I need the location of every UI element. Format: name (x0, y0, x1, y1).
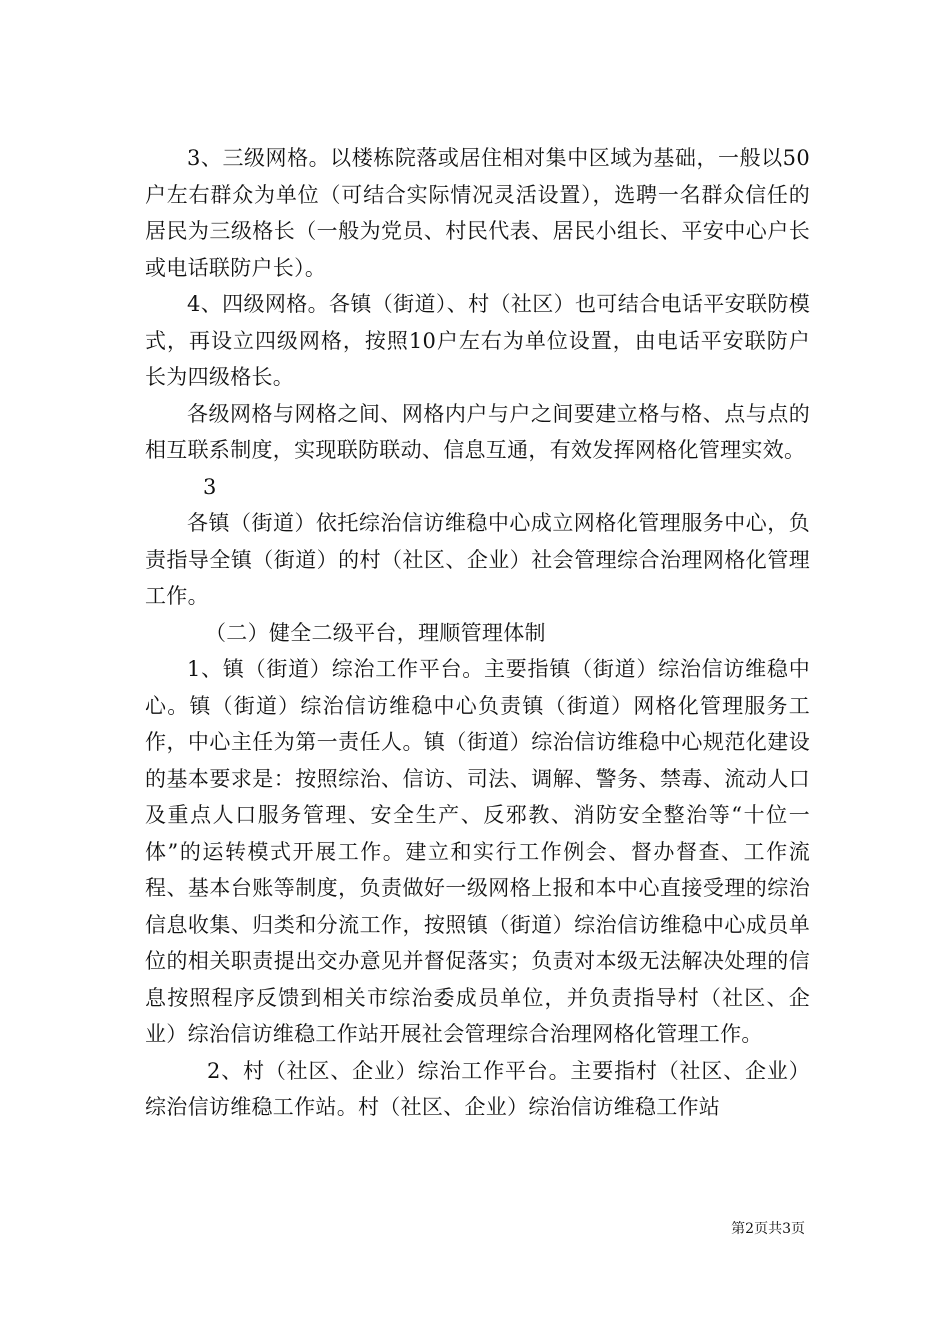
section-heading: （二）健全二级平台，理顺管理体制 (205, 620, 546, 645)
document-body (145, 140, 810, 1126)
paragraph-town-platform: 1、镇（街道）综治工作平台。主要指镇（街道）综治信访维稳中心。镇（街道）综治信访维稳中心负责镇（街道）网格化管理服务工作，中心主任为第一责任人。镇（街道）综治信访维稳中心规范化建设的基本要求是：按照综治、信访、司法、调解、警务、禁毒、流动人口及重点人口服务管理、安全生产、反邪教、消防安全整治等“十位一体”的运转模式开展工作。建立和实行工作例会、督办督查、工作流程、基本台账等制度，负责做好一级网格上报和本中心直接受理的综治信息收集、归类和分流工作，按照镇（街道）综治信访维稳中心成员单位的相关职责提出交办意见并督促落实；负责对本级无法解决处理的信息按照程序反馈到相关市综治委成员单位，并负责指导村（社区、企业）综治信访维稳工作站开展社会管理综合治理网格化管理工作。 (145, 657, 810, 1046)
paragraph-number: 3 (203, 474, 217, 499)
page-footer: 第2页共3页 (731, 1221, 805, 1237)
paragraph-grid-linkage: 各级网格与网格之间、网格内户与户之间要建立格与格、点与点的相互联系制度，实现联防联动、信息互通，有效发挥网格化管理实效。 (145, 401, 810, 462)
paragraph-village-platform: 2、村（社区、企业）综治工作平台。主要指村（社区、企业）综治信访维稳工作站。村（社区、企业）综治信访维稳工作站 (145, 1058, 810, 1119)
paragraph-town-center: 各镇（街道）依托综治信访维稳中心成立网格化管理服务中心，负责指导全镇（街道）的村（社区、企业）社会管理综合治理网格化管理工作。 (145, 511, 810, 608)
paragraph-level3-grid: 3、三级网格。以楼栋院落或居住相对集中区域为基础，一般以50户左右群众为单位（可结合实际情况灵活设置），选聘一名群众信任的居民为三级格长（一般为党员、村民代表、居民小组长、平安中心户长或电话联防户长）。 (145, 146, 810, 280)
paragraph-level4-grid: 4、四级网格。各镇（街道）、村（社区）也可结合电话平安联防模式，再设立四级网格，按照10户左右为单位设置，由电话平安联防户长为四级格长。 (145, 292, 810, 389)
